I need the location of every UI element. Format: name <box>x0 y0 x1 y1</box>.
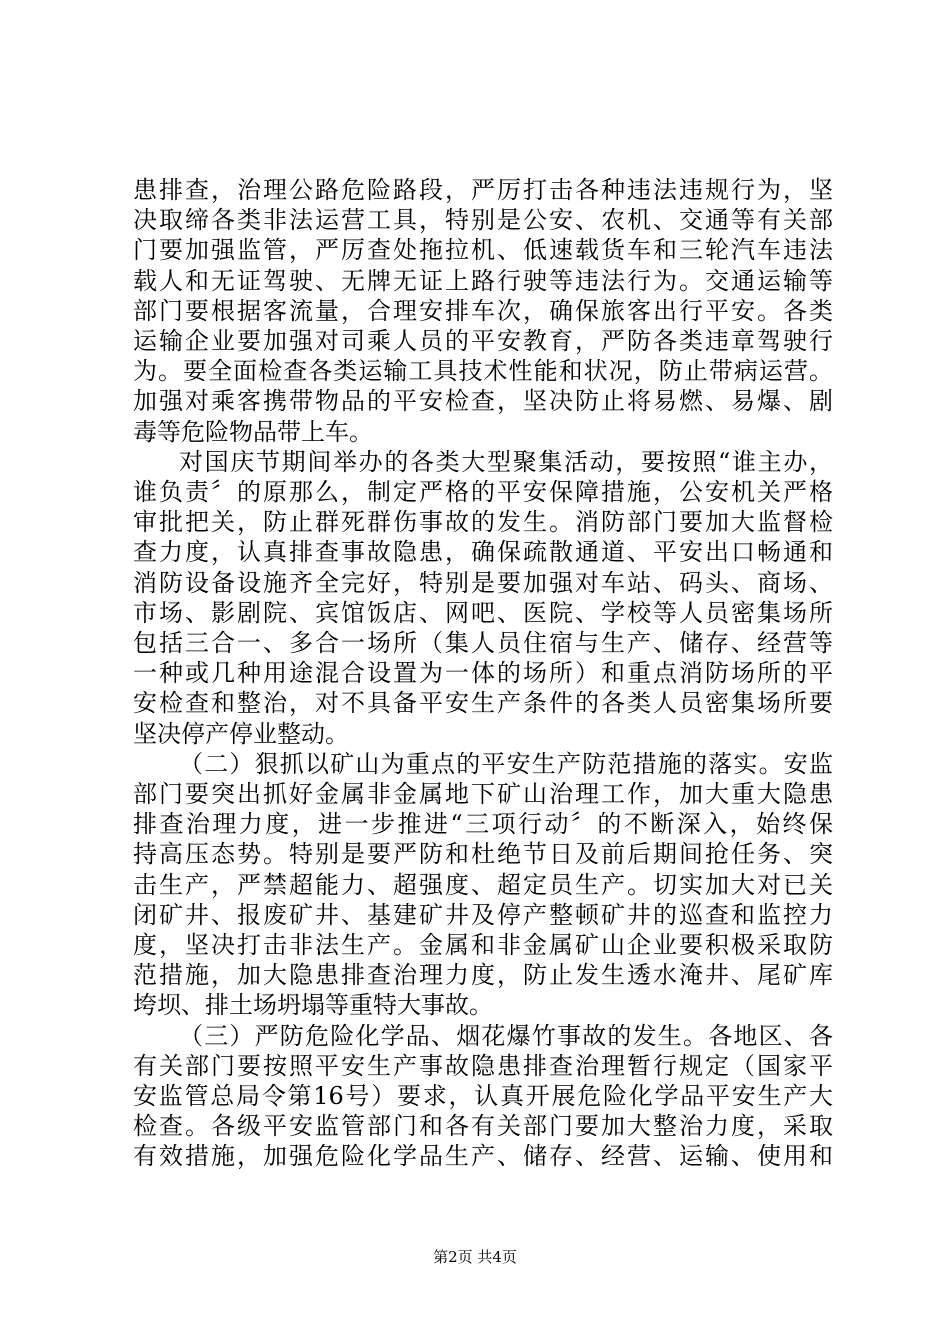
text-line: 决取缔各类非法运营工具，特别是公安、农机、交通等有关部 <box>133 206 833 235</box>
text-line: 安监管总局令第16号）要求，认真开展危险化学品平安生产大 <box>133 1082 833 1110</box>
text-line: 对国庆节期间举办的各类大型聚集活动，要按照“谁主办， <box>179 447 833 476</box>
text-line: 患排查，治理公路危险路段，严厉打击各种违法违规行为，坚 <box>133 176 833 204</box>
text-line: 为。要全面检查各类运输工具技术性能和状况，防止带病运营。 <box>133 357 833 386</box>
text-line: 市场、影剧院、宾馆饭店、网吧、医院、学校等人员密集场所 <box>133 598 833 627</box>
text-line: 检查。各级平安监管部门和各有关部门要加大整治力度，采取 <box>133 1112 833 1141</box>
text-line: （二）狠抓以矿山为重点的平安生产防范措施的落实。安监 <box>179 749 833 778</box>
page-footer: 第2页 共4页 <box>433 1248 517 1266</box>
text-line: 门要加强监管，严厉查处拖拉机、低速载货车和三轮汽车违法 <box>133 236 833 265</box>
text-line: 查力度，认真排查事故隐患，确保疏散通道、平安出口畅通和 <box>133 538 833 567</box>
text-line: 有效措施，加强危险化学品生产、储存、经营、运输、使用和 <box>133 1142 833 1171</box>
text-line: 一种或几种用途混合设置为一体的场所）和重点消防场所的平 <box>133 659 833 688</box>
text-line: 闭矿井、报废矿井、基建矿井及停产整顿矿井的巡查和监控力 <box>133 900 833 929</box>
text-line: 毒等危险物品带上车。 <box>133 417 373 446</box>
text-line: 垮坝、排土场坍塌等重特大事故。 <box>133 991 493 1020</box>
text-line: 加强对乘客携带物品的平安检查，坚决防止将易燃、易爆、剧 <box>133 387 833 416</box>
text-line: 谁负责〞的原那么，制定严格的平安保障措施，公安机关严格 <box>133 478 833 506</box>
text-line: 度，坚决打击非法生产。金属和非金属矿山企业要积极采取防 <box>133 931 833 959</box>
text-line: 持高压态势。特别是要严防和杜绝节日及前后期间抢任务、突 <box>133 840 833 869</box>
text-line: （三）严防危险化学品、烟花爆竹事故的发生。各地区、各 <box>179 1021 833 1050</box>
text-line: 包括三合一、多合一场所（集人员住宿与生产、储存、经营等 <box>133 629 833 657</box>
text-line: 范措施，加大隐患排查治理力度，防止发生透水淹井、尾矿库 <box>133 961 833 990</box>
text-line: 安检查和整治，对不具备平安生产条件的各类人员密集场所要 <box>133 689 833 718</box>
text-line: 部门要根据客流量，合理安排车次，确保旅客出行平安。各类 <box>133 296 833 325</box>
text-line: 有关部门要按照平安生产事故隐患排查治理暂行规定（国家平 <box>133 1051 833 1080</box>
text-line: 排查治理力度，进一步推进“三项行动〞的不断深入，始终保 <box>133 810 833 839</box>
text-line: 消防设备设施齐全完好，特别是要加强对车站、码头、商场、 <box>133 568 833 597</box>
text-line: 审批把关，防止群死群伤事故的发生。消防部门要加大监督检 <box>133 508 833 537</box>
text-line: 载人和无证驾驶、无牌无证上路行驶等违法行为。交通运输等 <box>133 266 833 295</box>
text-line: 部门要突出抓好金属非金属地下矿山治理工作，加大重大隐患 <box>133 780 833 808</box>
text-line: 坚决停产停业整动。 <box>133 719 349 748</box>
text-line: 击生产，严禁超能力、超强度、超定员生产。切实加大对已关 <box>133 870 833 899</box>
text-line: 运输企业要加强对司乘人员的平安教育，严防各类违章驾驶行 <box>133 327 833 355</box>
